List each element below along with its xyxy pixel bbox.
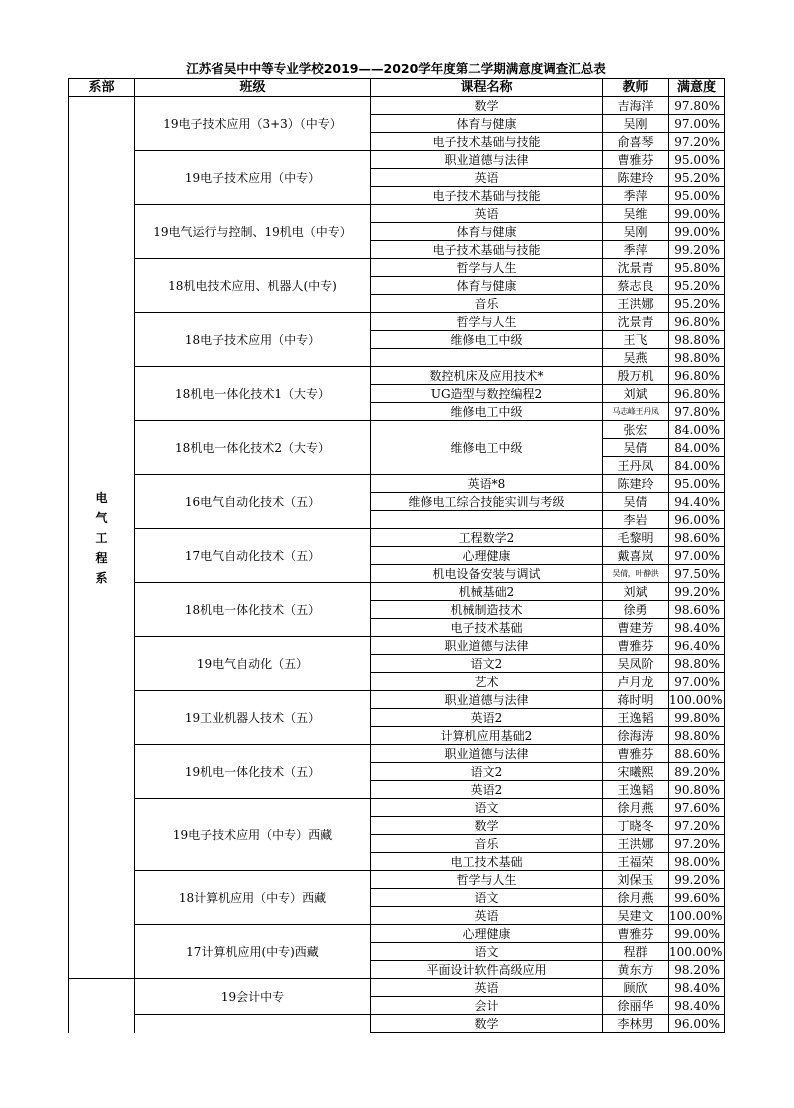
course-cell: 哲学与人生 bbox=[371, 259, 603, 277]
course-cell: 机电设备安装与调试 bbox=[371, 565, 603, 583]
teacher-cell: 王逸韬 bbox=[603, 781, 669, 799]
satisfaction-cell: 99.00% bbox=[669, 925, 725, 943]
course-cell: 机械基础2 bbox=[371, 583, 603, 601]
satisfaction-table bbox=[68, 78, 725, 1033]
teacher-cell: 吴维 bbox=[603, 205, 669, 223]
satisfaction-cell: 84.00% bbox=[669, 421, 725, 439]
satisfaction-cell: 97.20% bbox=[669, 133, 725, 151]
header-row bbox=[69, 79, 725, 97]
satisfaction-cell: 99.20% bbox=[669, 583, 725, 601]
satisfaction-cell: 96.00% bbox=[669, 1015, 725, 1033]
course-cell: 平面设计软件高级应用 bbox=[371, 961, 603, 979]
teacher-cell: 徐月燕 bbox=[603, 889, 669, 907]
satisfaction-cell: 98.40% bbox=[669, 997, 725, 1015]
teacher-cell: 殷万机 bbox=[603, 367, 669, 385]
course-cell: 维修电工中级 bbox=[371, 421, 603, 475]
satisfaction-cell: 96.80% bbox=[669, 367, 725, 385]
satisfaction-cell: 97.00% bbox=[669, 673, 725, 691]
class-cell: 19工业机器人技术（五） bbox=[135, 691, 371, 745]
course-cell: 维修电工综合技能实训与考级 bbox=[371, 493, 603, 511]
class-cell: 19电子技术应用（中专）西藏 bbox=[135, 799, 371, 871]
class-cell: 18机电技术应用、机器人(中专) bbox=[135, 259, 371, 313]
satisfaction-cell: 97.60% bbox=[669, 799, 725, 817]
course-cell: 英语 bbox=[371, 979, 603, 997]
table-row bbox=[69, 367, 725, 385]
teacher-cell: 黄东方 bbox=[603, 961, 669, 979]
teacher-cell: 曹雅芬 bbox=[603, 151, 669, 169]
satisfaction-cell: 95.00% bbox=[669, 475, 725, 493]
satisfaction-cell: 98.00% bbox=[669, 853, 725, 871]
teacher-cell: 吴建文 bbox=[603, 907, 669, 925]
table-row bbox=[69, 583, 725, 601]
teacher-cell: 王福荣 bbox=[603, 853, 669, 871]
teacher-cell: 顾欣 bbox=[603, 979, 669, 997]
table-row bbox=[69, 205, 725, 223]
satisfaction-cell: 98.80% bbox=[669, 349, 725, 367]
course-cell: 数控机床及应用技术* bbox=[371, 367, 603, 385]
teacher-cell: 吴燕 bbox=[603, 349, 669, 367]
satisfaction-cell: 99.20% bbox=[669, 241, 725, 259]
satisfaction-cell: 100.00% bbox=[669, 943, 725, 961]
satisfaction-cell: 97.00% bbox=[669, 115, 725, 133]
satisfaction-cell: 84.00% bbox=[669, 457, 725, 475]
teacher-cell: 宋曦熙 bbox=[603, 763, 669, 781]
teacher-cell: 蒋时明 bbox=[603, 691, 669, 709]
course-cell: 语文2 bbox=[371, 763, 603, 781]
teacher-cell: 蔡志良 bbox=[603, 277, 669, 295]
course-cell: 语文2 bbox=[371, 655, 603, 673]
course-cell: UG造型与数控编程2 bbox=[371, 385, 603, 403]
teacher-cell: 徐勇 bbox=[603, 601, 669, 619]
satisfaction-cell: 99.20% bbox=[669, 871, 725, 889]
class-cell: 19电子技术应用（3+3）（中专） bbox=[135, 97, 371, 151]
course-cell: 数学 bbox=[371, 1015, 603, 1033]
course-cell bbox=[371, 511, 603, 529]
satisfaction-cell: 89.20% bbox=[669, 763, 725, 781]
table-row bbox=[69, 799, 725, 817]
course-cell: 英语*8 bbox=[371, 475, 603, 493]
teacher-cell: 王洪娜 bbox=[603, 835, 669, 853]
table-row bbox=[69, 259, 725, 277]
teacher-cell: 吴刚 bbox=[603, 115, 669, 133]
course-cell: 英语2 bbox=[371, 781, 603, 799]
course-cell: 语文 bbox=[371, 799, 603, 817]
teacher-cell: 戴喜岚 bbox=[603, 547, 669, 565]
course-cell: 计算机应用基础2 bbox=[371, 727, 603, 745]
class-cell: 19电子技术应用（中专） bbox=[135, 151, 371, 205]
course-cell: 维修电工中级 bbox=[371, 331, 603, 349]
teacher-cell: 卢月龙 bbox=[603, 673, 669, 691]
header-class: 班级 bbox=[135, 79, 371, 97]
satisfaction-cell: 95.20% bbox=[669, 295, 725, 313]
satisfaction-cell: 96.80% bbox=[669, 385, 725, 403]
teacher-cell: 吉海洋 bbox=[603, 97, 669, 115]
course-cell: 职业道德与法律 bbox=[371, 637, 603, 655]
course-cell: 音乐 bbox=[371, 295, 603, 313]
teacher-cell: 沈景青 bbox=[603, 259, 669, 277]
satisfaction-cell: 94.40% bbox=[669, 493, 725, 511]
teacher-cell: 沈景青 bbox=[603, 313, 669, 331]
satisfaction-cell: 95.20% bbox=[669, 277, 725, 295]
course-cell: 哲学与人生 bbox=[371, 871, 603, 889]
teacher-cell: 刘保玉 bbox=[603, 871, 669, 889]
satisfaction-cell: 95.00% bbox=[669, 151, 725, 169]
dept-cell bbox=[69, 979, 135, 1033]
course-cell: 体育与健康 bbox=[371, 223, 603, 241]
teacher-cell: 王洪娜 bbox=[603, 295, 669, 313]
course-cell: 心理健康 bbox=[371, 925, 603, 943]
course-cell: 电工技术基础 bbox=[371, 853, 603, 871]
header-satisfaction: 满意度 bbox=[669, 79, 725, 97]
satisfaction-cell: 97.80% bbox=[669, 403, 725, 421]
teacher-cell: 曹雅芬 bbox=[603, 745, 669, 763]
table-row bbox=[69, 421, 725, 439]
course-cell bbox=[371, 349, 603, 367]
satisfaction-cell: 96.00% bbox=[669, 511, 725, 529]
teacher-cell: 程群 bbox=[603, 943, 669, 961]
satisfaction-cell: 97.20% bbox=[669, 835, 725, 853]
course-cell: 电子技术基础与技能 bbox=[371, 241, 603, 259]
satisfaction-cell: 97.00% bbox=[669, 547, 725, 565]
satisfaction-cell: 97.20% bbox=[669, 817, 725, 835]
course-cell: 语文 bbox=[371, 943, 603, 961]
satisfaction-cell: 98.40% bbox=[669, 619, 725, 637]
teacher-cell: 吴倩 bbox=[603, 439, 669, 457]
satisfaction-cell: 97.50% bbox=[669, 565, 725, 583]
satisfaction-cell: 97.80% bbox=[669, 97, 725, 115]
teacher-cell: 刘斌 bbox=[603, 385, 669, 403]
course-cell: 英语 bbox=[371, 205, 603, 223]
satisfaction-cell: 96.80% bbox=[669, 313, 725, 331]
class-cell: 17电气自动化技术（五） bbox=[135, 529, 371, 583]
class-cell: 18机电一体化技术1（大专） bbox=[135, 367, 371, 421]
class-cell: 19机电一体化技术（五） bbox=[135, 745, 371, 799]
table-row bbox=[69, 979, 725, 997]
course-cell: 体育与健康 bbox=[371, 115, 603, 133]
course-cell: 电子技术基础与技能 bbox=[371, 133, 603, 151]
page-title: 江苏省吴中中等专业学校2019——2020学年度第二学期满意度调查汇总表 bbox=[186, 61, 606, 76]
course-cell: 电子技术基础与技能 bbox=[371, 187, 603, 205]
class-cell: 19会计中专 bbox=[135, 979, 371, 1015]
teacher-cell: 毛黎明 bbox=[603, 529, 669, 547]
teacher-cell: 陈建玲 bbox=[603, 169, 669, 187]
teacher-cell: 曹雅芬 bbox=[603, 637, 669, 655]
table-row bbox=[69, 97, 725, 115]
course-cell: 机械制造技术 bbox=[371, 601, 603, 619]
satisfaction-cell: 84.00% bbox=[669, 439, 725, 457]
header-teacher: 教师 bbox=[603, 79, 669, 97]
satisfaction-cell: 98.20% bbox=[669, 961, 725, 979]
course-cell: 工程数学2 bbox=[371, 529, 603, 547]
course-cell: 英语 bbox=[371, 907, 603, 925]
teacher-cell: 张宏 bbox=[603, 421, 669, 439]
satisfaction-cell: 98.80% bbox=[669, 655, 725, 673]
course-cell: 艺术 bbox=[371, 673, 603, 691]
satisfaction-cell: 96.40% bbox=[669, 637, 725, 655]
teacher-cell: 吴凤阶 bbox=[603, 655, 669, 673]
teacher-cell: 曹雅芬 bbox=[603, 925, 669, 943]
table-row bbox=[69, 529, 725, 547]
teacher-cell: 刘斌 bbox=[603, 583, 669, 601]
teacher-cell: 徐海涛 bbox=[603, 727, 669, 745]
table-row bbox=[69, 745, 725, 763]
course-cell: 英语2 bbox=[371, 709, 603, 727]
class-cell: 19电气运行与控制、19机电（中专） bbox=[135, 205, 371, 259]
class-cell: 18计算机应用（中专）西藏 bbox=[135, 871, 371, 925]
satisfaction-cell: 98.80% bbox=[669, 331, 725, 349]
class-cell: 17计算机应用(中专)西藏 bbox=[135, 925, 371, 979]
course-cell: 职业道德与法律 bbox=[371, 691, 603, 709]
teacher-cell: 俞喜琴 bbox=[603, 133, 669, 151]
table-row bbox=[69, 871, 725, 889]
satisfaction-cell: 100.00% bbox=[669, 907, 725, 925]
class-cell bbox=[135, 1015, 371, 1033]
course-cell: 电子技术基础 bbox=[371, 619, 603, 637]
header-course: 课程名称 bbox=[371, 79, 603, 97]
satisfaction-cell: 99.00% bbox=[669, 223, 725, 241]
teacher-cell: 徐月燕 bbox=[603, 799, 669, 817]
class-cell: 18机电一体化技术（五） bbox=[135, 583, 371, 637]
course-cell: 职业道德与法律 bbox=[371, 151, 603, 169]
teacher-cell: 马志峰王丹凤 bbox=[603, 403, 669, 421]
teacher-cell: 李岩 bbox=[603, 511, 669, 529]
teacher-cell: 王丹凤 bbox=[603, 457, 669, 475]
course-cell: 英语 bbox=[371, 169, 603, 187]
course-cell: 语文 bbox=[371, 889, 603, 907]
class-cell: 18电子技术应用（中专） bbox=[135, 313, 371, 367]
class-cell: 16电气自动化技术（五） bbox=[135, 475, 371, 529]
satisfaction-cell: 90.80% bbox=[669, 781, 725, 799]
teacher-cell: 陈建玲 bbox=[603, 475, 669, 493]
header-dept: 系部 bbox=[69, 79, 135, 97]
dept-cell: 电气工程系 bbox=[69, 97, 135, 979]
course-cell: 体育与健康 bbox=[371, 277, 603, 295]
table-row bbox=[69, 475, 725, 493]
satisfaction-cell: 98.60% bbox=[669, 529, 725, 547]
class-cell: 18机电一体化技术2（大专） bbox=[135, 421, 371, 475]
course-cell: 会计 bbox=[371, 997, 603, 1015]
course-cell: 数学 bbox=[371, 97, 603, 115]
table-row bbox=[69, 925, 725, 943]
table-row bbox=[69, 313, 725, 331]
satisfaction-cell: 98.80% bbox=[669, 727, 725, 745]
satisfaction-cell: 88.60% bbox=[669, 745, 725, 763]
satisfaction-cell: 95.20% bbox=[669, 169, 725, 187]
class-cell: 19电气自动化（五） bbox=[135, 637, 371, 691]
satisfaction-cell: 99.00% bbox=[669, 205, 725, 223]
course-cell: 心理健康 bbox=[371, 547, 603, 565]
teacher-cell: 徐丽华 bbox=[603, 997, 669, 1015]
course-cell: 数学 bbox=[371, 817, 603, 835]
satisfaction-cell: 100.00% bbox=[669, 691, 725, 709]
teacher-cell: 吴刚 bbox=[603, 223, 669, 241]
teacher-cell: 曹建芳 bbox=[603, 619, 669, 637]
teacher-cell: 李林男 bbox=[603, 1015, 669, 1033]
satisfaction-cell: 99.80% bbox=[669, 709, 725, 727]
table-row bbox=[69, 151, 725, 169]
satisfaction-cell: 98.40% bbox=[669, 979, 725, 997]
teacher-cell: 季萍 bbox=[603, 187, 669, 205]
table-row bbox=[69, 637, 725, 655]
teacher-cell: 吴倩 bbox=[603, 493, 669, 511]
course-cell: 职业道德与法律 bbox=[371, 745, 603, 763]
satisfaction-cell: 98.60% bbox=[669, 601, 725, 619]
course-cell: 音乐 bbox=[371, 835, 603, 853]
teacher-cell: 王逸韬 bbox=[603, 709, 669, 727]
teacher-cell: 王飞 bbox=[603, 331, 669, 349]
table-row bbox=[69, 1015, 725, 1033]
table-row bbox=[69, 691, 725, 709]
course-cell: 哲学与人生 bbox=[371, 313, 603, 331]
teacher-cell: 丁晓冬 bbox=[603, 817, 669, 835]
satisfaction-cell: 95.80% bbox=[669, 259, 725, 277]
satisfaction-cell: 99.60% bbox=[669, 889, 725, 907]
teacher-cell: 吴倩，叶静洪 bbox=[603, 565, 669, 583]
satisfaction-cell: 95.00% bbox=[669, 187, 725, 205]
teacher-cell: 季萍 bbox=[603, 241, 669, 259]
course-cell: 维修电工中级 bbox=[371, 403, 603, 421]
